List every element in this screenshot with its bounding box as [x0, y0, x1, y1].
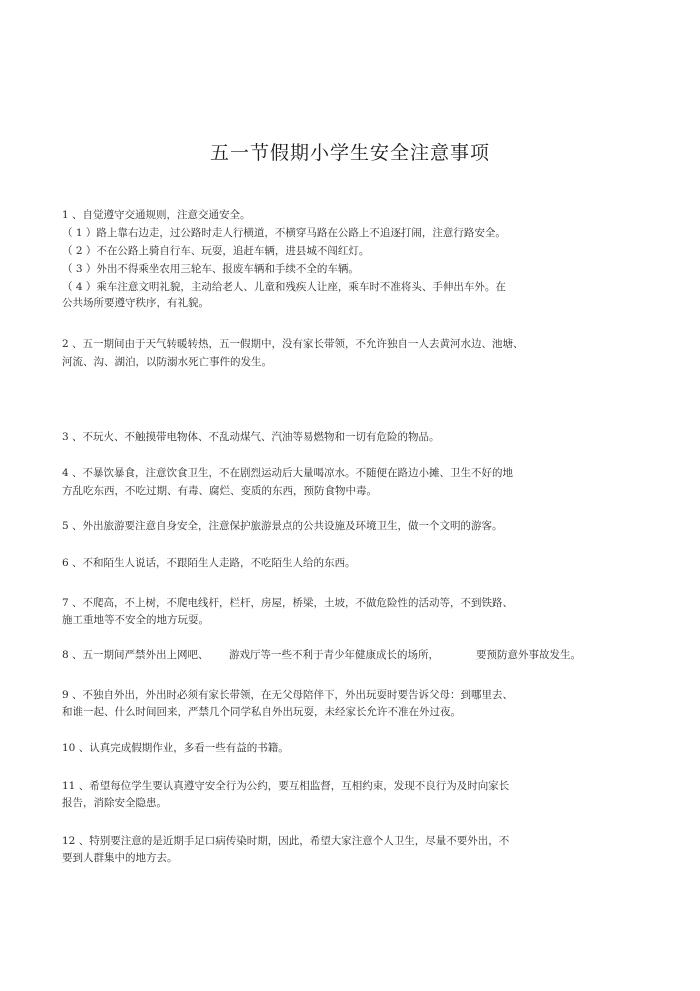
item-12-line-1: 12 、特别要注意的是近期手足口病传染时期，因此，希望大家注意个人卫生，尽量不要外出，不: [62, 835, 510, 847]
document-title: 五一节假期小学生安全注意事项: [209, 142, 490, 164]
item-8-fragment-2: 游戏厅等一些不利于青少年健康成长的场所，: [229, 649, 439, 661]
item-9-line-2: 和谁一起、什么时间回来，严禁几个同学私自外出玩耍，未经家长允许不准在外过夜。: [62, 706, 461, 718]
item-4-line-1: 4 、不暴饮暴食，注意饮食卫生，不在剧烈运动后大量喝凉水。不随便在路边小摊、卫生不好的地: [62, 467, 514, 479]
item-8-line-1: [62, 648, 622, 662]
item-1-line-1: 1 、自觉遵守交通规则，注意交通安全。: [62, 209, 251, 221]
item-1-line-5: （ 4 ）乘车注意文明礼貌，主动给老人、儿童和残疾人让座，乘车时不准将头、手伸出车外。在: [62, 281, 506, 293]
item-4-line-2: 方乱吃东西，不吃过期、有毒、腐烂、变质的东西，预防食物中毒。: [62, 485, 377, 497]
item-11-line-2: 报告，消除安全隐患。: [62, 797, 167, 809]
item-7-line-1: 7 、不爬高，不上树，不爬电线杆，栏杆，房屋，桥梁，土坡，不做危险性的活动等，不到铁路、: [62, 597, 514, 609]
item-2-line-1: 2 、五一期间由于天气转暖转热，五一假期中，没有家长带领，不允许独自一人去黄河水边、池塘、: [62, 338, 524, 350]
item-8-fragment-1: 8 、五一期间严禁外出上网吧、: [62, 649, 209, 661]
item-3-line-1: 3 、不玩火、不触摸带电物体、不乱动煤气、汽油等易燃物和一切有危险的物品。: [62, 431, 440, 443]
item-1-line-2: （ 1 ）路上靠右边走，过公路时走人行横道，不横穿马路在公路上不追逐打闹，注意行路安全。: [62, 227, 506, 239]
item-1-line-4: （ 3 ）外出不得乘坐农用三轮车、报废车辆和手续不全的车辆。: [62, 263, 359, 275]
item-5-line-1: 5 、外出旅游要注意自身安全，注意保护旅游景点的公共设施及环境卫生，做一个文明的游客。: [62, 520, 503, 532]
item-7-line-2: 施工重地等不安全的地方玩耍。: [62, 614, 209, 626]
item-8-fragment-3: 要预防意外事故发生。: [476, 649, 581, 661]
item-12-line-2: 要到人群集中的地方去。: [62, 852, 178, 864]
item-1-line-6: 公共场所要遵守秩序，有礼貌。: [62, 297, 209, 309]
item-6-line-1: 6 、不和陌生人说话，不跟陌生人走路，不吃陌生人给的东西。: [62, 557, 356, 569]
item-2-line-2: 河流、沟、湖泊，以防溺水死亡事件的发生。: [62, 356, 272, 368]
item-10-line-1: 10 、认真完成假期作业，多看一些有益的书籍。: [62, 742, 289, 754]
item-1-line-3: （ 2 ）不在公路上骑自行车、玩耍，追赶车辆，进县城不闯红灯。: [62, 245, 370, 257]
item-9-line-1: 9 、不独自外出，外出时必须有家长带领，在无父母陪伴下，外出玩耍时要告诉父母：到哪里去、: [62, 689, 514, 701]
item-11-line-1: 11 、希望每位学生要认真遵守安全行为公约，要互相监督，互相约束，发现不良行为及时向家长: [62, 780, 510, 792]
